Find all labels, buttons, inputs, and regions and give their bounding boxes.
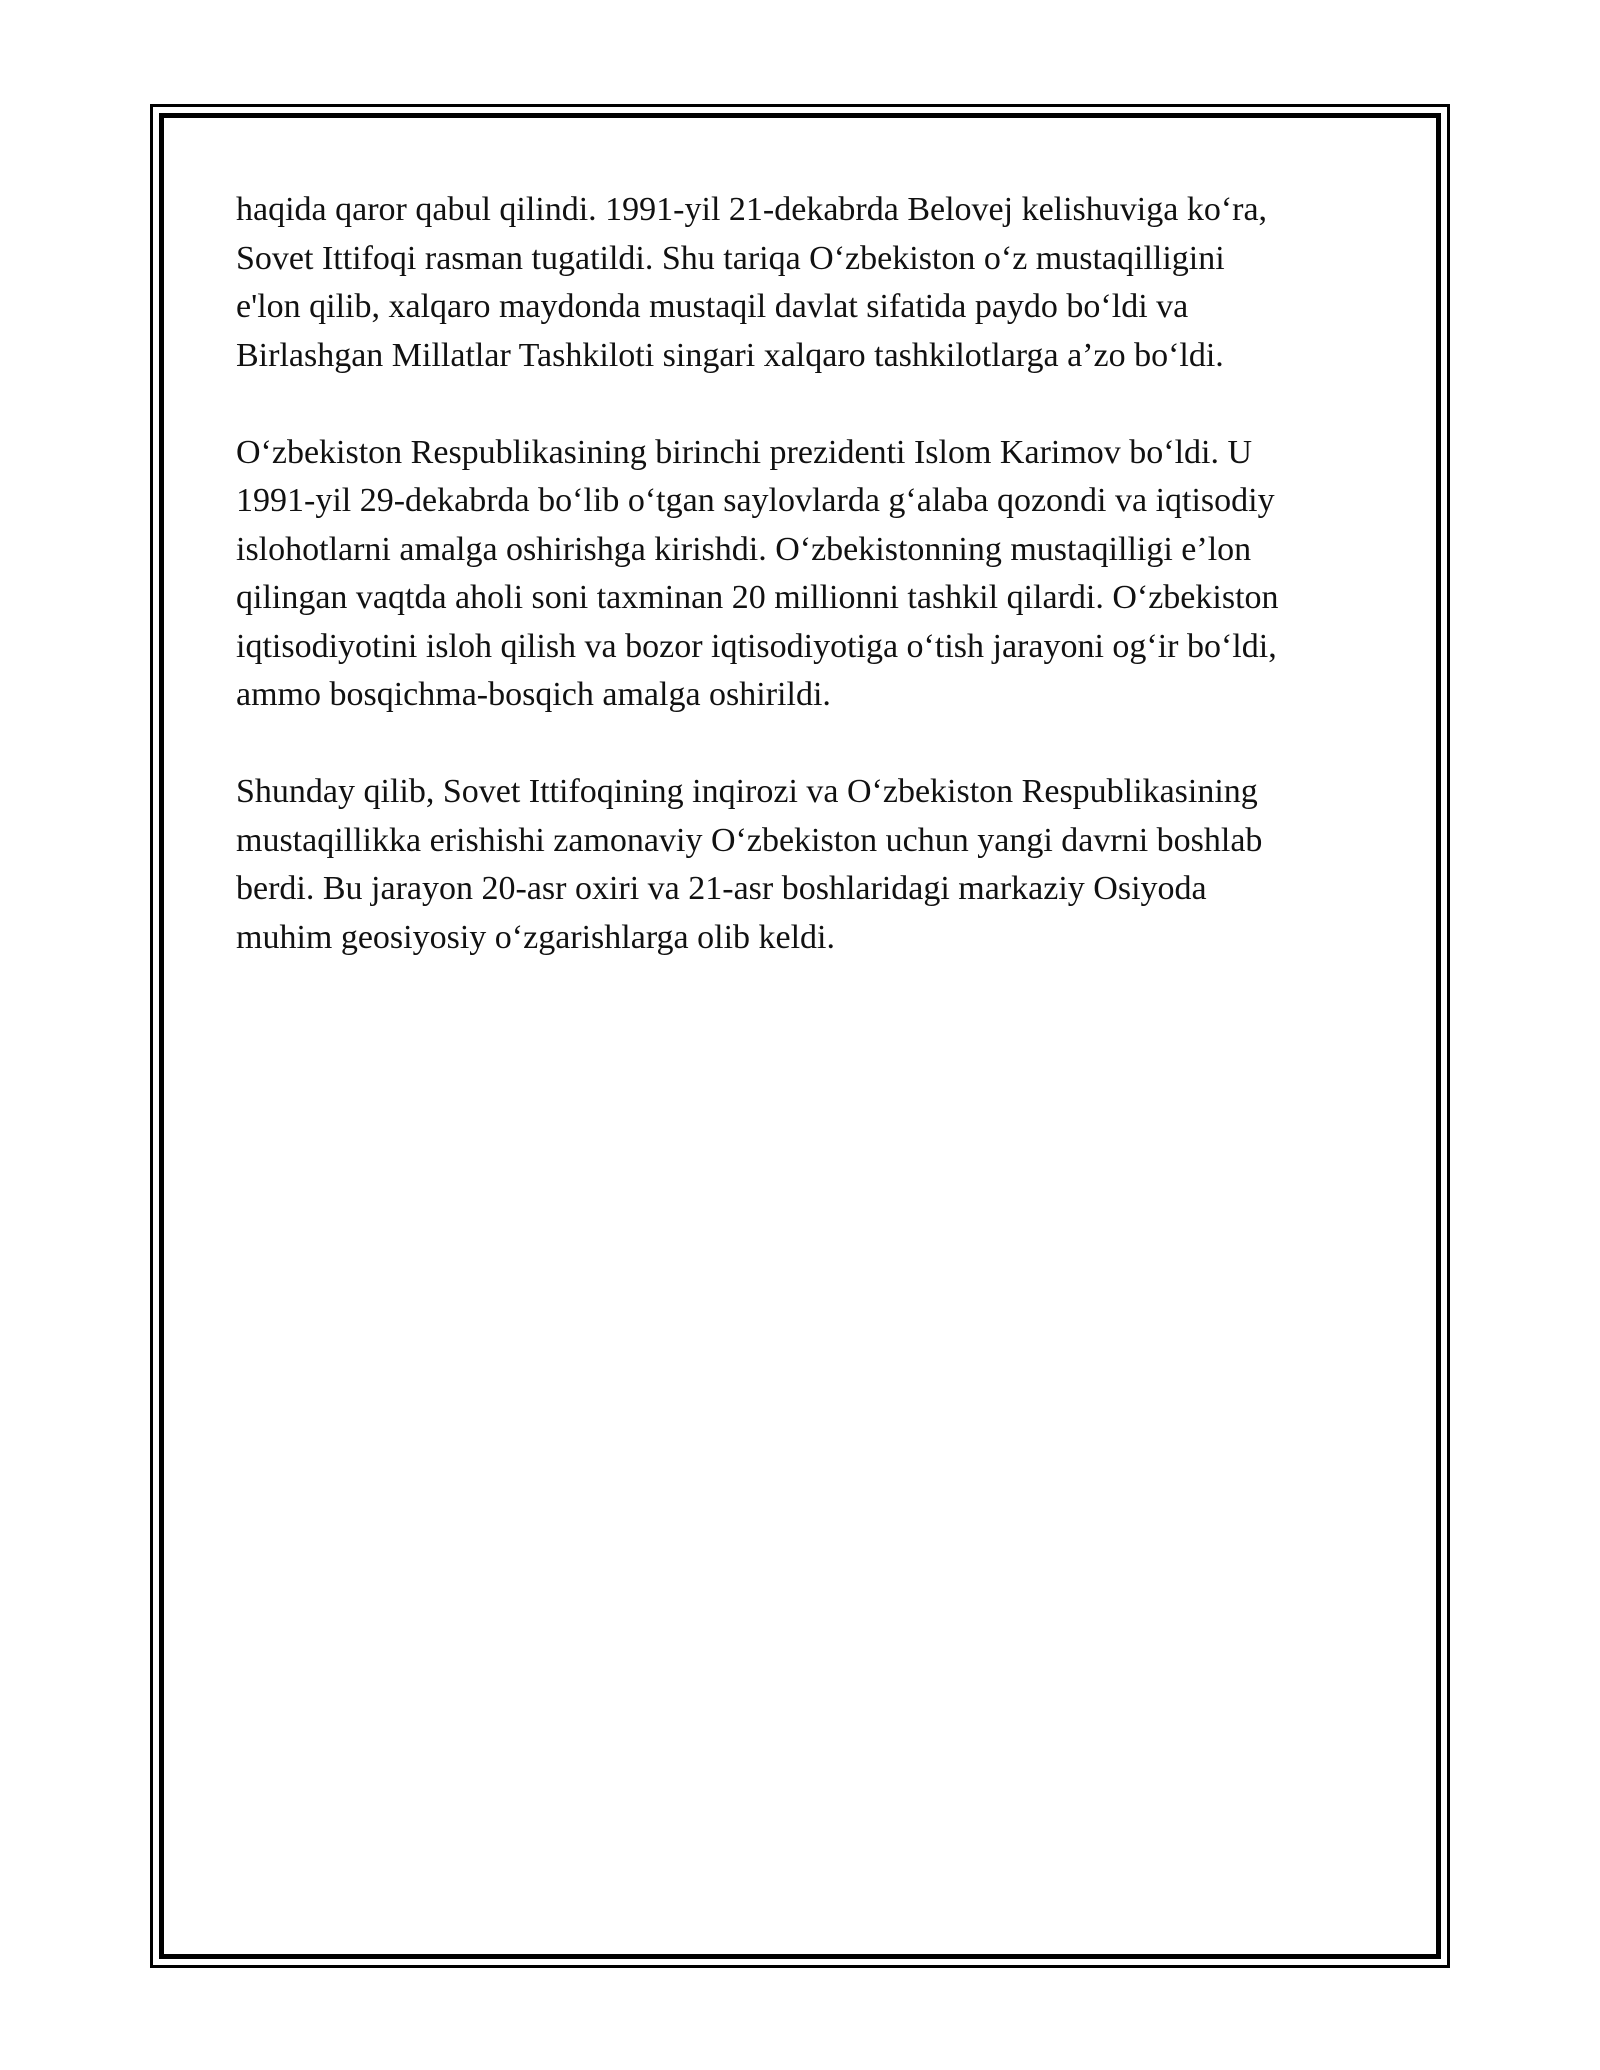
paragraph-3 bbox=[236, 768, 1376, 962]
paragraph-line: Oʻzbekiston Respublikasining birinchi prezidenti Islom Karimov boʻldi. U bbox=[236, 433, 1253, 471]
paragraph-line: muhim geosiyosiy oʻzgarishlarga olib keldi. bbox=[236, 918, 836, 956]
paragraph-1 bbox=[236, 186, 1376, 380]
paragraph-line: e'lon qilib, xalqaro maydonda mustaqil davlat sifatida paydo boʻldi va bbox=[236, 288, 1189, 325]
paragraph-line: berdi. Bu jarayon 20-asr oxiri va 21-asr boshlaridagi markaziy Osiyoda bbox=[236, 870, 1207, 907]
paragraph-line: islohotlarni amalga oshirishga kirishdi. Oʻzbekistonning mustaqilligi e’lon bbox=[236, 530, 1252, 568]
paragraph-2 bbox=[236, 429, 1376, 720]
paragraph-line: iqtisodiyotini isloh qilish va bozor iqtisodiyotiga oʻtish jarayoni ogʻir boʻldi, bbox=[236, 627, 1277, 665]
paragraph-line: Shunday qilib, Sovet Ittifoqining inqirozi va Oʻzbekiston Respublikasining bbox=[236, 773, 1258, 810]
paragraph-line: haqida qaror qabul qilindi. 1991-yil 21-dekabrda Belovej kelishuviga koʻra, bbox=[236, 191, 1268, 228]
paragraph-line: mustaqillikka erishishi zamonaviy Oʻzbekiston uchun yangi davrni boshlab bbox=[236, 821, 1263, 859]
paragraph-line: Birlashgan Millatlar Tashkiloti singari xalqaro tashkilotlarga a’zo boʻldi. bbox=[236, 336, 1224, 374]
paragraph-line: ammo bosqichma-bosqich amalga oshirildi. bbox=[236, 676, 831, 713]
paragraph-line: 1991-yil 29-dekabrda boʻlib oʻtgan saylovlarda gʻalaba qozondi va iqtisodiy bbox=[236, 482, 1275, 519]
document-body bbox=[236, 186, 1376, 1011]
paragraph-line: Sovet Ittifoqi rasman tugatildi. Shu tariqa Oʻzbekiston oʻz mustaqilligini bbox=[236, 239, 1225, 277]
paragraph-line: qilingan vaqtda aholi soni taxminan 20 millionni tashkil qilardi. Oʻzbekiston bbox=[236, 579, 1279, 616]
